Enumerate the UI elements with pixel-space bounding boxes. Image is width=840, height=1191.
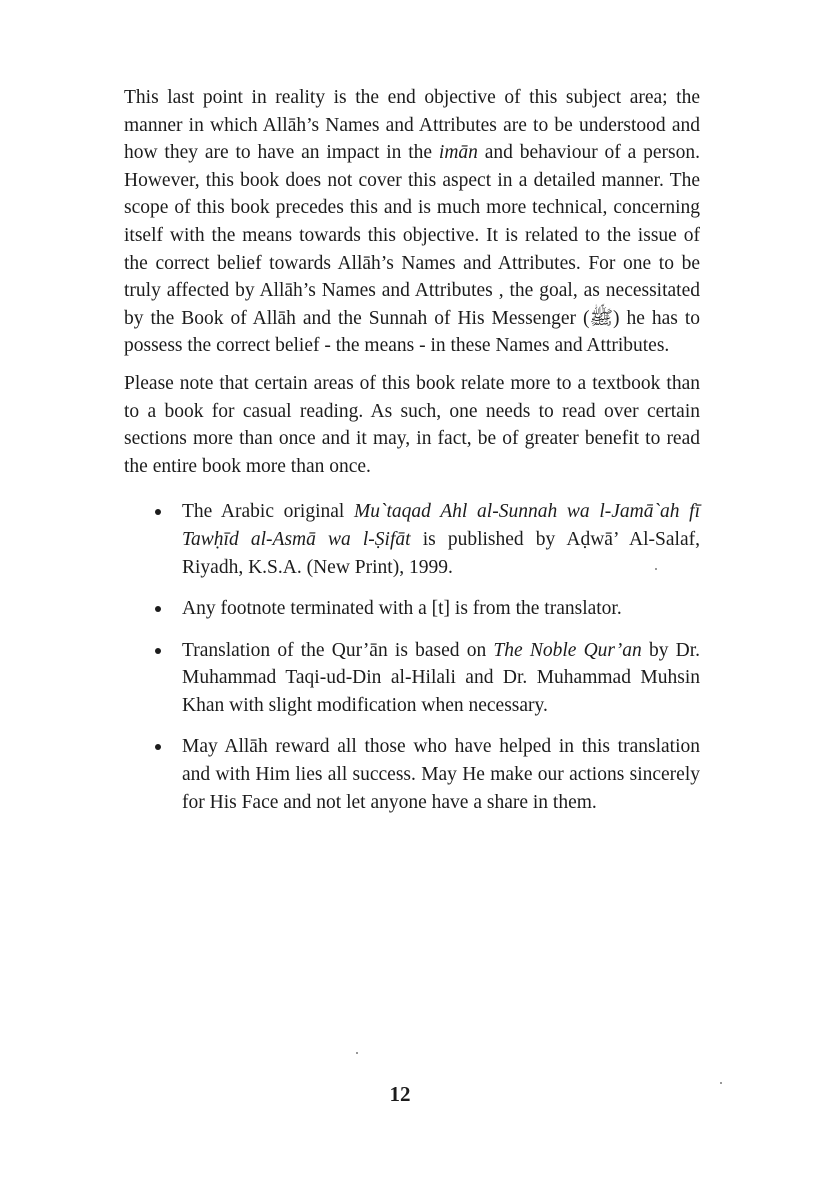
paragraph-objective-text-2: and behaviour of a person. However, this book does not cover this aspect in a detailed manner. The scope of this book precedes this and is much more technical, concerning itself with the means towards this objective. It is related to the issue of the correct belief towards Allāh’s Names and Attributes. For one to be truly affected by Allāh’s Names and Attributes , the goal, as necessitated by the Book of Allāh and the Sunnah of His Messenger (ﷺ) he has to possess the correct belief - the means - in these Names and Attributes.: [124, 142, 700, 357]
list-item: [124, 637, 700, 720]
scan-speck: [356, 1052, 358, 1054]
paragraph-note: Please note that certain areas of this book relate more to a textbook than to a book for casual reading. As such, one needs to read over certain sections more than once and it may, in fact, be of greater benefit to read the entire book more than once.: [124, 372, 700, 477]
list-item-book-title: Mu`taqad Ahl al-Sunnah wa l-Jamā`ah fī Tawḥīd al-Asmā wa l-Ṣifāt: [182, 501, 700, 550]
scan-speck: [720, 1082, 722, 1084]
bullet-icon: [155, 509, 161, 515]
list-item: [124, 498, 700, 581]
bullet-icon: [155, 744, 161, 750]
page-content: [124, 84, 700, 830]
list-item-text-2: is published by Aḍwā’ Al-Salaf, Riyadh, K.S.A. (New Print), 1999.: [182, 528, 700, 578]
paragraph-objective-text-1: This last point in reality is the end objective of this subject area; the manner in which Allāh’s Names and Attributes are to be understood and how they are to have an impact in the: [124, 87, 700, 164]
list-item-text-2: by Dr. Muhammad Taqi-ud-Din al-Hilali and Dr. Muhammad Muhsin Khan with slight modification when necessary.: [182, 639, 701, 716]
scan-speck: [655, 568, 657, 570]
list-item: [124, 595, 700, 623]
bullet-icon: [155, 648, 161, 654]
page-number: 12: [389, 1082, 411, 1106]
paragraph-objective-italic-term: imān: [438, 142, 478, 164]
notes-list: [124, 498, 700, 816]
paragraph-objective: [124, 84, 700, 360]
list-item-text: Any footnote terminated with a [t] is from the translator.: [182, 598, 622, 620]
list-item-text-1: Translation of the Qur’ān is based on: [182, 639, 494, 661]
bullet-icon: [155, 606, 161, 612]
list-item-text-1: The Arabic original: [182, 501, 355, 523]
list-item: [124, 733, 700, 816]
list-item-text: May Allāh reward all those who have helped in this translation and with Him lies all success. May He make our actions sincerely for His Face and not let anyone have a share in them.: [182, 736, 700, 813]
list-item-book-title: The Noble Qur’an: [493, 639, 642, 661]
